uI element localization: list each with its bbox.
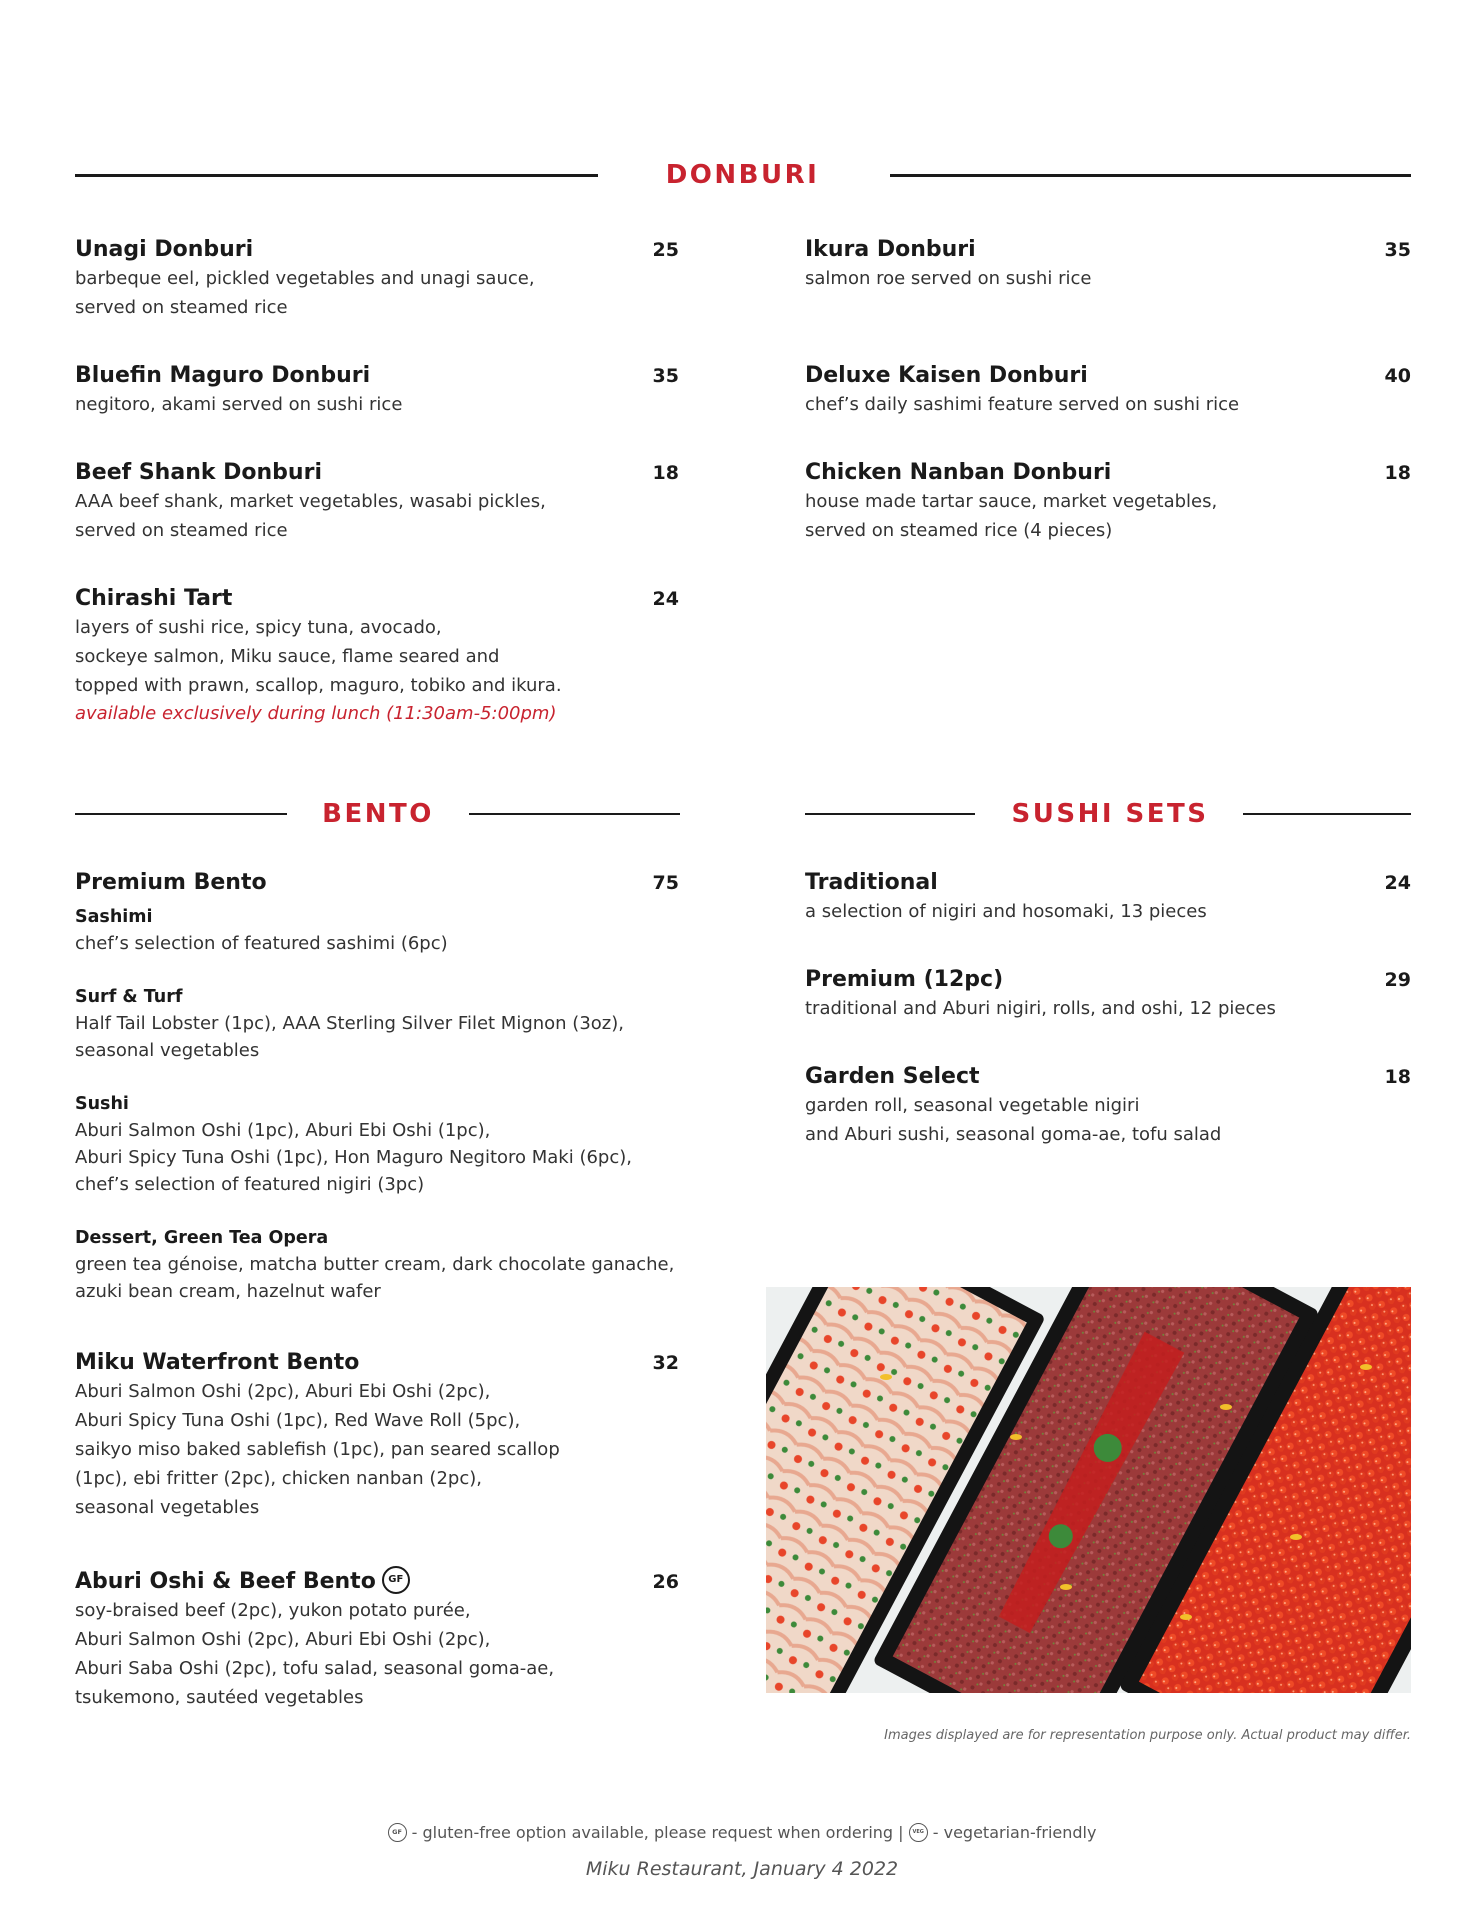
- bento-rule-left: [75, 813, 287, 815]
- item-name: Ikura Donburi: [805, 237, 976, 262]
- item-name: Traditional: [805, 870, 938, 895]
- bento-component-sashimi: [75, 904, 448, 957]
- item-price: 26: [652, 1571, 679, 1593]
- item-description: Aburi Salmon Oshi (2pc), Aburi Ebi Oshi (2pc), Aburi Spicy Tuna Oshi (1pc), Red Wave Roll (5pc), saikyo miso baked sablefish (1pc), pan seared scallop (1pc), ebi fritter (2pc), chicken nanban (2pc), seasonal vegetables: [75, 1381, 560, 1518]
- item-name-row: [75, 1568, 679, 1596]
- item-price: 18: [652, 462, 679, 484]
- item-name: Deluxe Kaisen Donburi: [805, 363, 1088, 388]
- item-description: barbeque eel, pickled vegetables and unagi sauce, served on steamed rice: [75, 268, 535, 318]
- menu-item-chicken-nanban-donburi: [805, 459, 1411, 545]
- sushi-sets-title: SUSHI SETS: [1011, 799, 1209, 829]
- item-price: 25: [652, 239, 679, 261]
- item-description: garden roll, seasonal vegetable nigiri and Aburi sushi, seasonal goma-ae, tofu salad: [805, 1095, 1222, 1145]
- bento-boxes-illustration: [766, 1287, 1411, 1693]
- bento-title: BENTO: [322, 799, 434, 829]
- menu-item-bluefin-maguro-donburi: [75, 362, 679, 419]
- menu-item-chirashi-tart: [75, 585, 679, 728]
- item-name: Miku Waterfront Bento: [75, 1350, 360, 1375]
- item-name: Premium (12pc): [805, 967, 1004, 992]
- item-description: layers of sushi rice, spicy tuna, avocado, sockeye salmon, Miku sauce, flame seared and topped with prawn, scallop, maguro, tobiko and ikura.: [75, 617, 562, 696]
- item-description: house made tartar sauce, market vegetables, served on steamed rice (4 pieces): [805, 491, 1218, 541]
- component-title: Surf & Turf: [75, 987, 183, 1007]
- bento-component-surf-turf: [75, 984, 624, 1064]
- item-name: Garden Select: [805, 1064, 980, 1089]
- footer-restaurant-date: Miku Restaurant, January 4 2022: [585, 1858, 899, 1880]
- gluten-free-icon: GF: [382, 1566, 410, 1594]
- item-name: Chirashi Tart: [75, 586, 233, 611]
- vegetarian-icon: VEG: [909, 1823, 928, 1842]
- item-price: 40: [1384, 365, 1411, 387]
- menu-item-deluxe-kaisen-donburi: [805, 362, 1411, 419]
- menu-item-premium-set: [805, 966, 1411, 1023]
- component-description: chef’s selection of featured sashimi (6pc): [75, 933, 448, 954]
- availability-note: available exclusively during lunch (11:30am-5:00pm): [75, 703, 557, 724]
- item-price: 35: [652, 365, 679, 387]
- bento-component-sushi: [75, 1091, 632, 1198]
- bento-rule-right: [469, 813, 680, 815]
- component-description: Aburi Salmon Oshi (1pc), Aburi Ebi Oshi (1pc), Aburi Spicy Tuna Oshi (1pc), Hon Maguro Negitoro Maki (6pc), chef’s selection of featured nigiri (3pc): [75, 1120, 632, 1195]
- component-title: Sushi: [75, 1094, 129, 1114]
- item-price: 75: [652, 872, 679, 894]
- item-description: salmon roe served on sushi rice: [805, 268, 1092, 289]
- bento-component-dessert: [75, 1225, 674, 1305]
- item-description: traditional and Aburi nigiri, rolls, and oshi, 12 pieces: [805, 998, 1276, 1019]
- component-description: Half Tail Lobster (1pc), AAA Sterling Silver Filet Mignon (3oz), seasonal vegetables: [75, 1013, 624, 1061]
- sushi-sets-rule-left: [805, 813, 975, 815]
- gluten-free-legend: - gluten-free option available, please request when ordering |: [411, 1823, 904, 1842]
- item-name: Unagi Donburi: [75, 237, 254, 262]
- gluten-free-icon: GF: [388, 1823, 407, 1842]
- item-price: 18: [1384, 462, 1411, 484]
- item-description: soy-braised beef (2pc), yukon potato purée, Aburi Salmon Oshi (2pc), Aburi Ebi Oshi (2pc), Aburi Saba Oshi (2pc), tofu salad, seasonal goma-ae, tsukemono, sautéed vegetables: [75, 1600, 555, 1708]
- menu-item-garden-select-set: [805, 1063, 1411, 1149]
- item-description: a selection of nigiri and hosomaki, 13 pieces: [805, 901, 1207, 922]
- menu-item-miku-waterfront-bento: [75, 1349, 679, 1522]
- menu-item-ikura-donburi: [805, 236, 1411, 293]
- component-title: Sashimi: [75, 907, 153, 927]
- image-disclaimer: Images displayed are for representation purpose only. Actual product may differ.: [884, 1728, 1411, 1743]
- sushi-sets-rule-right: [1243, 813, 1411, 815]
- item-price: 32: [652, 1352, 679, 1374]
- menu-item-premium-bento: [75, 869, 679, 897]
- item-name: Beef Shank Donburi: [75, 460, 322, 485]
- item-price: 29: [1384, 969, 1411, 991]
- item-name: Aburi Oshi & Beef Bento: [75, 1569, 376, 1594]
- donburi-rule-right: [890, 174, 1411, 177]
- component-description: green tea génoise, matcha butter cream, dark chocolate ganache, azuki bean cream, hazelnut wafer: [75, 1254, 675, 1302]
- item-price: 24: [652, 588, 679, 610]
- item-name: Bluefin Maguro Donburi: [75, 363, 371, 388]
- donburi-rule-left: [75, 174, 598, 177]
- item-description: negitoro, akami served on sushi rice: [75, 394, 403, 415]
- menu-item-unagi-donburi: [75, 236, 679, 322]
- item-price: 24: [1384, 872, 1411, 894]
- item-price: 18: [1384, 1066, 1411, 1088]
- item-name: Premium Bento: [75, 870, 267, 895]
- item-description: chef’s daily sashimi feature served on sushi rice: [805, 394, 1240, 415]
- item-price: 35: [1384, 239, 1411, 261]
- menu-item-aburi-oshi-beef-bento: [75, 1568, 679, 1712]
- menu-item-beef-shank-donburi: [75, 459, 679, 545]
- dietary-legend: [0, 1823, 1484, 1843]
- item-description: AAA beef shank, market vegetables, wasabi pickles, served on steamed rice: [75, 491, 546, 541]
- donburi-title: DONBURI: [665, 160, 820, 190]
- bento-boxes-photo: [766, 1287, 1411, 1693]
- vegetarian-legend: - vegetarian-friendly: [932, 1823, 1097, 1842]
- item-name: Chicken Nanban Donburi: [805, 460, 1112, 485]
- menu-item-traditional-set: [805, 869, 1411, 926]
- component-title: Dessert, Green Tea Opera: [75, 1228, 329, 1248]
